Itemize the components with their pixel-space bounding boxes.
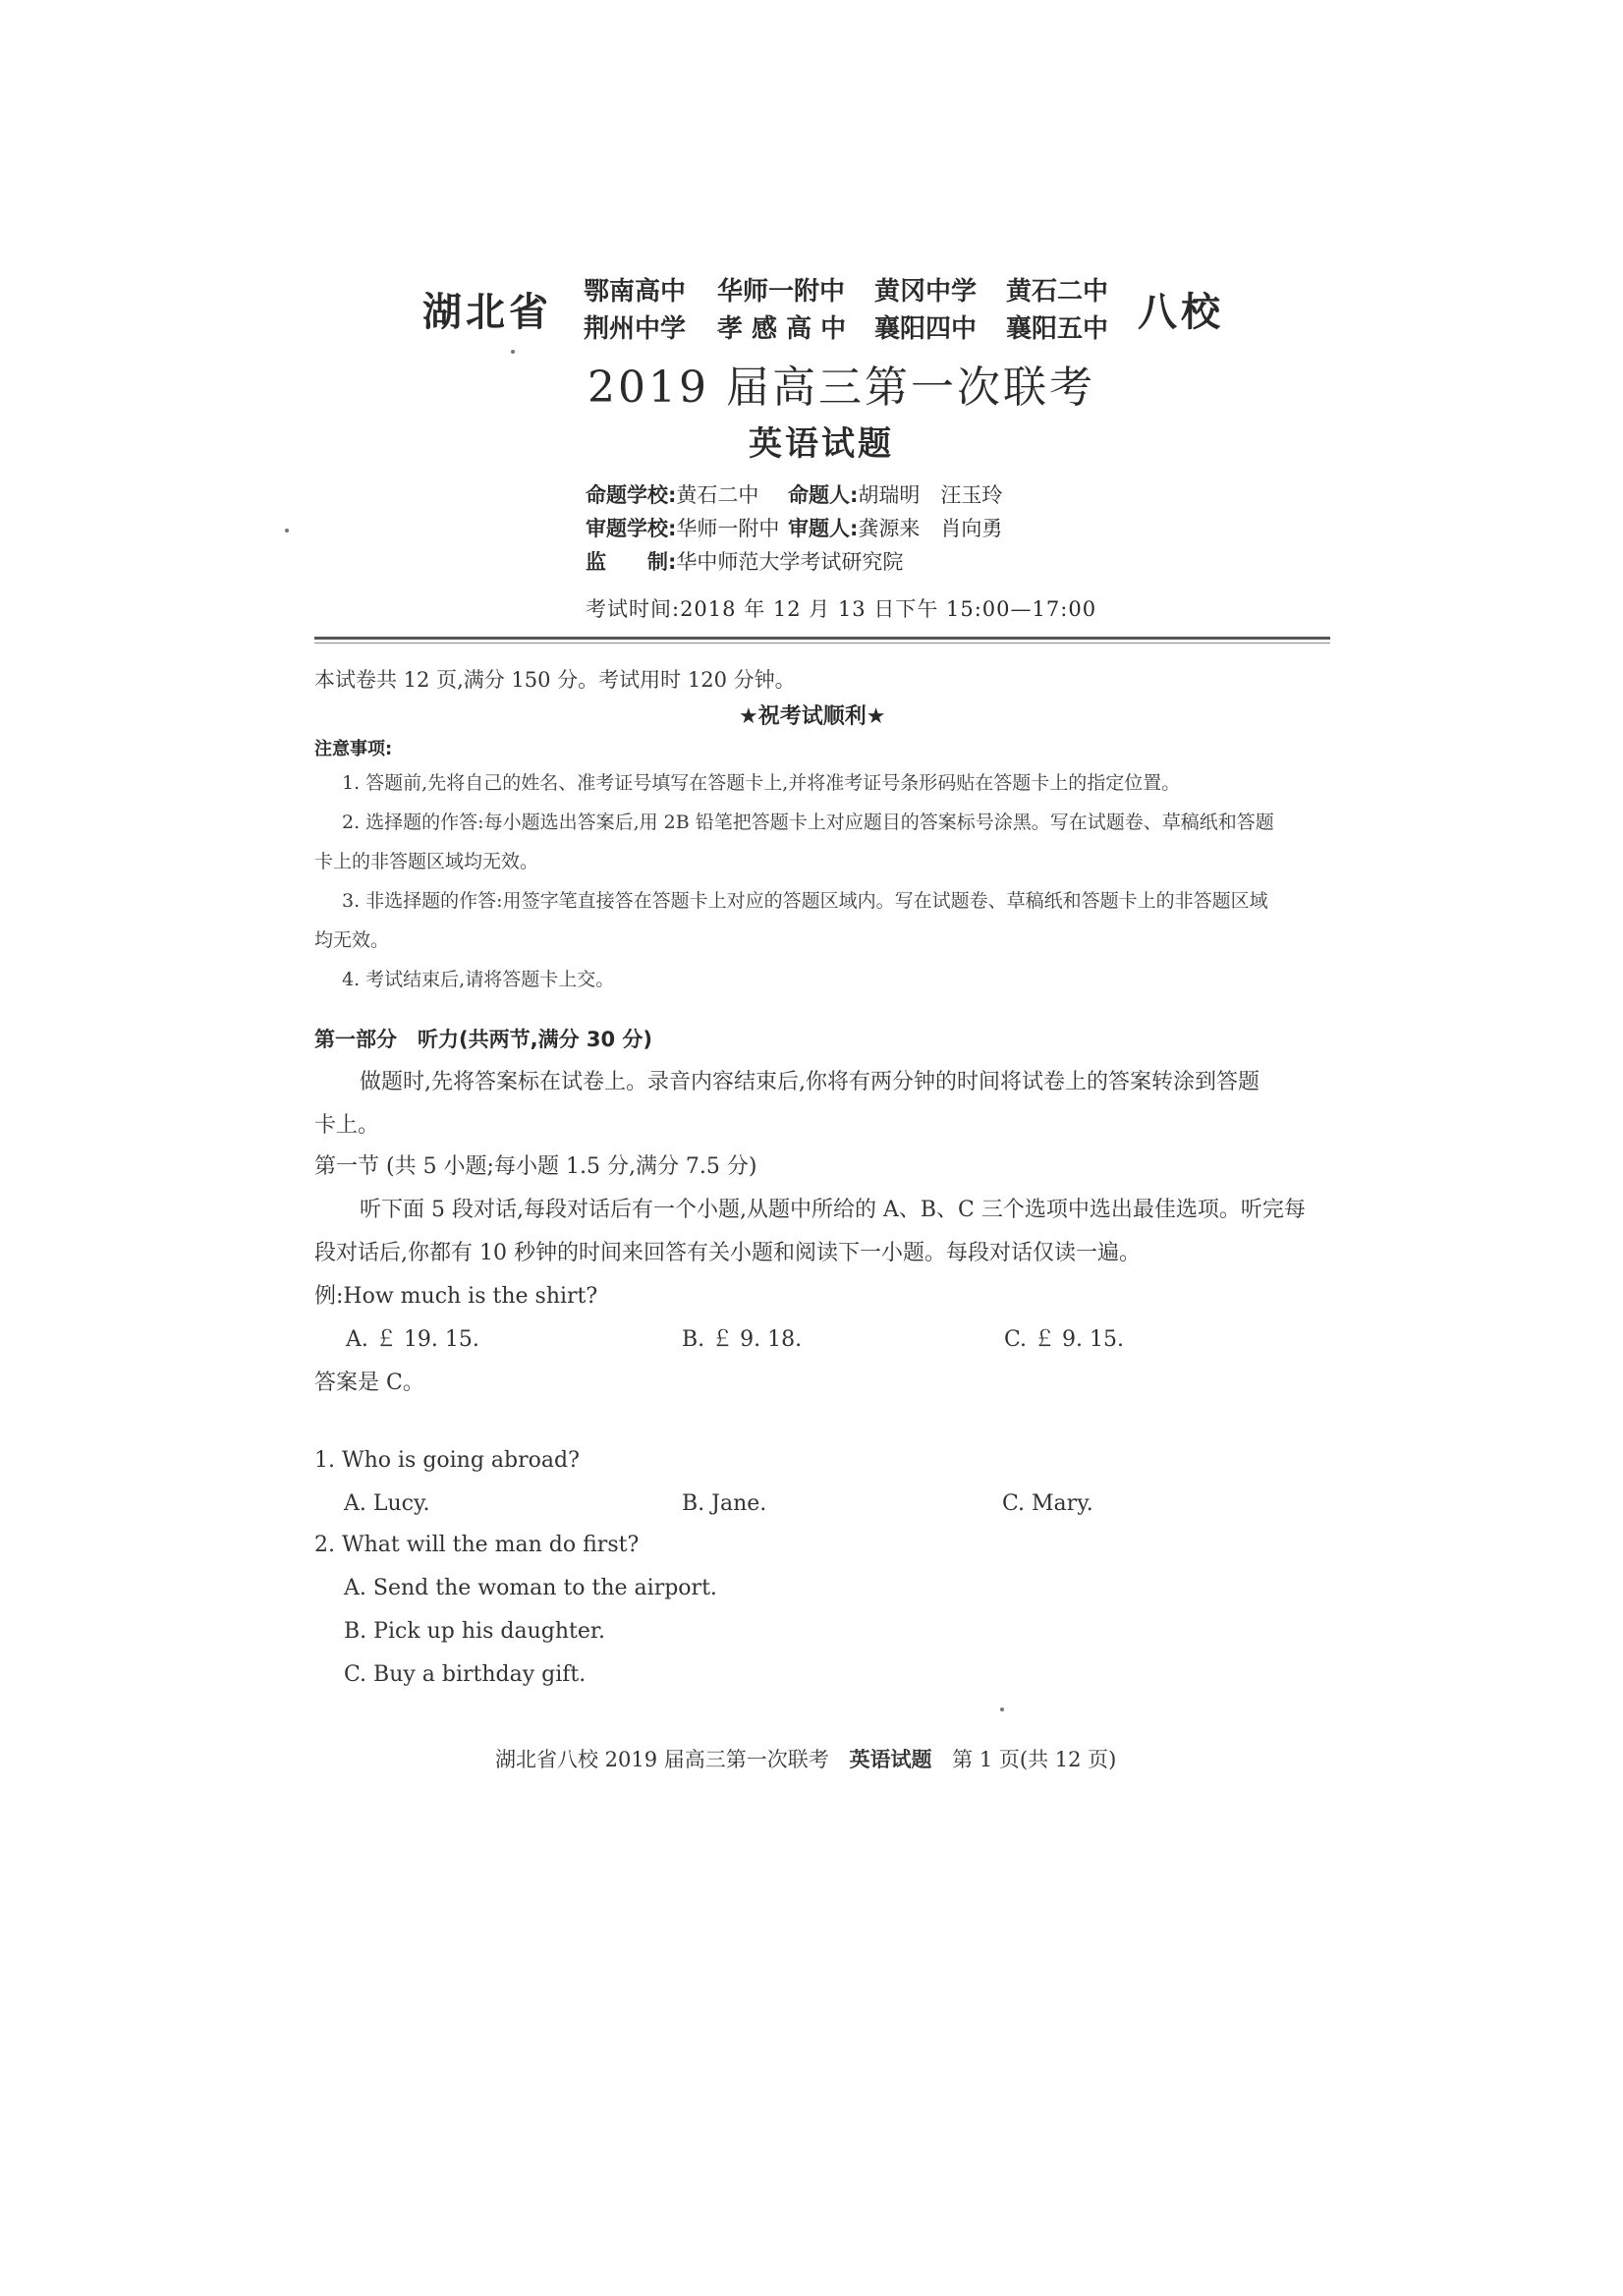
- example-option: A. ￡ 19. 15.: [346, 1327, 479, 1352]
- credit-row: [586, 546, 903, 576]
- credit-row: [586, 479, 758, 509]
- credit-label: 命题学校:: [586, 483, 677, 507]
- instruction-line: 听下面 5 段对话,每段对话后有一个小题,从题中所给的 A、B、C 三个选项中选出最佳选项。听完每: [360, 1198, 1306, 1222]
- exam-time: 考试时间:2018 年 12 月 13 日下午 15:00—17:00: [586, 597, 1097, 621]
- footer-exam-name: 湖北省八校 2019 届高三第一次联考: [495, 1748, 829, 1771]
- credit-value: 龚源来 肖向勇: [858, 517, 1003, 540]
- question-option: B. Jane.: [682, 1491, 767, 1516]
- credit-value: 华中师范大学考试研究院: [676, 550, 904, 574]
- note-line: 卡上的非答题区域均无效。: [314, 851, 539, 872]
- school-name: 黄冈中学: [874, 277, 978, 307]
- credit-row: [788, 513, 1002, 542]
- divider: [314, 643, 1330, 644]
- school-name: 襄阳五中: [1006, 314, 1109, 344]
- school-name: 孝 感 高 中: [717, 314, 847, 344]
- question-option: B. Pick up his daughter.: [344, 1619, 605, 1644]
- instruction-line: 做题时,先将答案标在试卷上。录音内容结束后,你将有两分钟的时间将试卷上的答案转涂到答题: [360, 1070, 1259, 1094]
- example-option: C. ￡ 9. 15.: [1004, 1327, 1124, 1352]
- credit-value: 华师一附中: [676, 517, 780, 540]
- example-answer: 答案是 C。: [314, 1371, 424, 1395]
- credit-value: 胡瑞明 汪玉玲: [858, 483, 1003, 507]
- credit-label: 监 制:: [586, 550, 677, 574]
- paper-summary: 本试卷共 12 页,满分 150 分。考试用时 120 分钟。: [314, 668, 796, 692]
- question-option: A. Lucy.: [344, 1491, 430, 1516]
- school-name: 华师一附中: [717, 277, 846, 307]
- good-luck-banner: ★祝考试顺利★: [739, 704, 886, 729]
- example-question: 例:How much is the shirt?: [314, 1284, 598, 1309]
- note-line: 4. 考试结束后,请将答题卡上交。: [342, 969, 615, 990]
- school-name: 鄂南高中: [584, 277, 687, 307]
- note-line: 均无效。: [314, 929, 390, 951]
- instruction-line: 段对话后,你都有 10 秒钟的时间来回答有关小题和阅读下一小题。每段对话仅读一遍。: [314, 1241, 1141, 1265]
- scan-speck: [1000, 1708, 1004, 1711]
- question-option: A. Send the woman to the airport.: [344, 1576, 717, 1600]
- exam-title: 2019 届高三第一次联考: [588, 363, 1095, 413]
- part-heading: 第一部分 听力(共两节,满分 30 分): [314, 1028, 653, 1051]
- instruction-line: 卡上。: [314, 1113, 380, 1138]
- note-line: 2. 选择题的作答:每小题选出答案后,用 2B 铅笔把答题卡上对应题目的答案标号涂黑。写在试题卷、草稿纸和答题: [342, 812, 1274, 833]
- footer-subject: 英语试题: [849, 1748, 932, 1771]
- school-name: 荆州中学: [584, 314, 687, 344]
- credit-label: 命题人:: [788, 483, 859, 507]
- scan-speck: [285, 529, 289, 532]
- note-line: 3. 非选择题的作答:用签字笔直接答在答题卡上对应的答题区域内。写在试题卷、草稿纸和答题卡上的非答题区域: [342, 890, 1268, 912]
- credit-label: 审题学校:: [586, 517, 677, 540]
- page-footer: [495, 1744, 1116, 1773]
- question-stem: 1. Who is going abroad?: [314, 1448, 580, 1473]
- page-number: 第 1 页(共 12 页): [952, 1748, 1117, 1771]
- school-name: 襄阳四中: [874, 314, 978, 344]
- note-line: 1. 答题前,先将自己的姓名、准考证号填写在答题卡上,并将准考证号条形码贴在答题卡上的指定位置。: [342, 772, 1181, 794]
- subject-title: 英语试题: [749, 424, 894, 464]
- scan-speck: [511, 350, 515, 354]
- divider: [314, 637, 1330, 640]
- credit-row: [586, 513, 779, 542]
- notes-title: 注意事项:: [314, 739, 393, 759]
- question-option: C. Buy a birthday gift.: [344, 1662, 587, 1687]
- question-stem: 2. What will the man do first?: [314, 1533, 640, 1557]
- province-name: 湖北省: [422, 290, 552, 335]
- credit-value: 黄石二中: [676, 483, 759, 507]
- section-heading: 第一节 (共 5 小题;每小题 1.5 分,满分 7.5 分): [314, 1154, 757, 1179]
- credit-label: 审题人:: [788, 517, 859, 540]
- eight-schools-label: 八校: [1138, 290, 1224, 335]
- example-option: B. ￡ 9. 18.: [682, 1327, 803, 1352]
- credit-row: [788, 479, 1002, 509]
- question-option: C. Mary.: [1002, 1491, 1093, 1516]
- school-name: 黄石二中: [1006, 277, 1109, 307]
